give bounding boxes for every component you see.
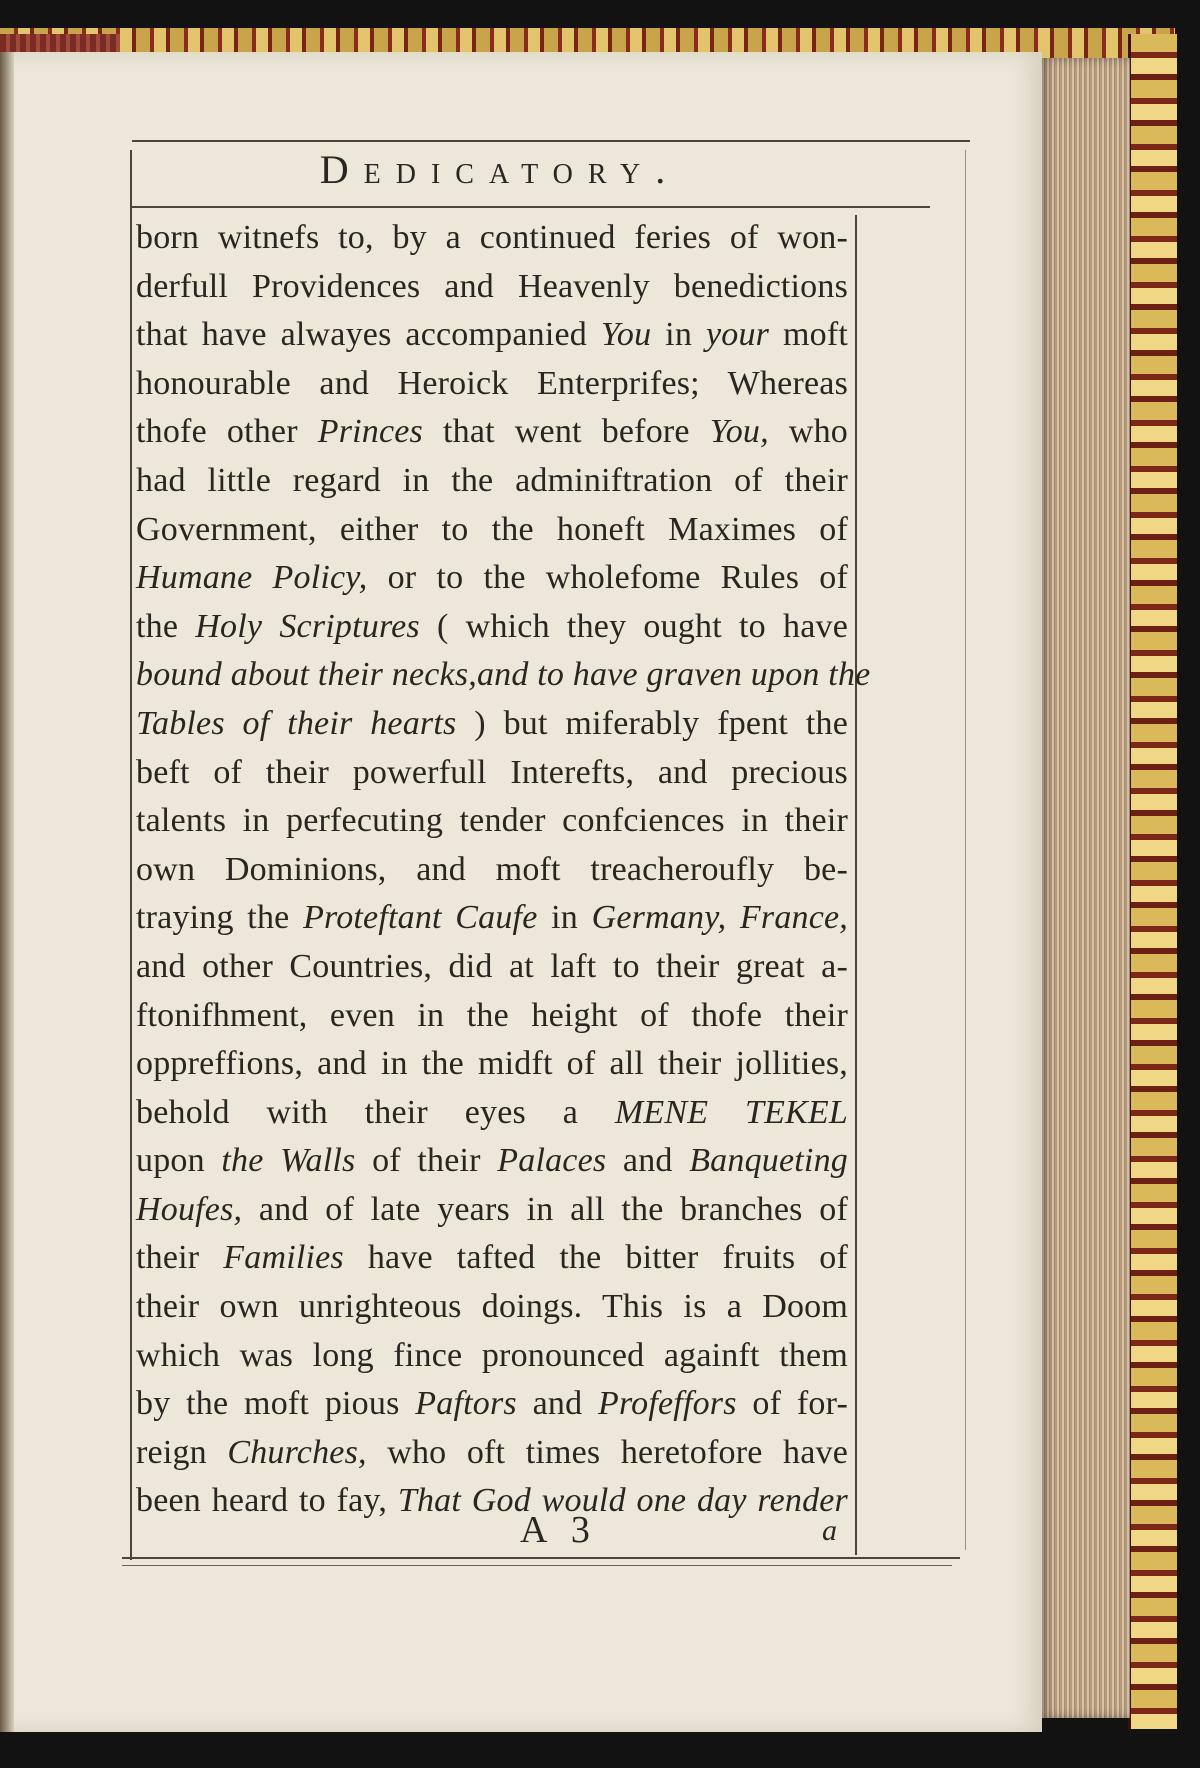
- catchword: a: [822, 1514, 837, 1547]
- text-line: [136, 1137, 848, 1186]
- roman-text: that have alwayes accompanied: [136, 316, 601, 354]
- roman-text: have tafted the bitter fruits of: [343, 1239, 848, 1277]
- roman-text: or to the wholefome Rules of: [367, 559, 849, 597]
- italic-text: That God would one day render: [397, 1482, 848, 1520]
- italic-text: Churches,: [227, 1433, 367, 1471]
- text-line: [136, 797, 848, 846]
- roman-text: ( which they ought to have: [419, 607, 848, 645]
- frame-rule-right: [855, 215, 857, 1555]
- frame-rule-right-outer: [965, 150, 966, 1550]
- italic-text: your: [705, 316, 770, 354]
- roman-text: by the moft pious: [136, 1385, 416, 1423]
- page-left-edge: [0, 52, 14, 1732]
- roman-text: and of late years in all the branches of: [242, 1190, 848, 1228]
- roman-text: own Dominions, and moft treacheroufly be-: [136, 850, 848, 888]
- frame-rule-bottom-inner: [122, 1565, 952, 1566]
- roman-text: born witnefs to, by a continued feries of won-: [136, 219, 848, 256]
- roman-text: the: [136, 607, 196, 645]
- text-line: [136, 1429, 848, 1478]
- roman-text: in: [537, 899, 592, 937]
- page-edges: [1040, 58, 1130, 1718]
- roman-text: upon: [136, 1142, 222, 1180]
- italic-text: Palaces: [497, 1142, 607, 1180]
- roman-text: of their: [355, 1142, 498, 1180]
- roman-text: honourable and Heroick Enterprifes; Whereas: [136, 364, 848, 402]
- roman-text: their own unrighteous doings. This is a Doom: [136, 1288, 848, 1326]
- italic-text: You,: [709, 413, 769, 451]
- roman-text: moft: [769, 316, 849, 354]
- roman-text: that went before: [423, 413, 710, 451]
- text-line: [136, 554, 848, 603]
- roman-text: who: [768, 413, 848, 451]
- text-line: [136, 1040, 848, 1089]
- roman-text: who oft times heretofore have: [366, 1433, 848, 1471]
- text-line: [136, 894, 848, 943]
- text-line: [136, 1234, 848, 1283]
- running-head: Dedicatory.: [319, 147, 681, 192]
- roman-text: and other Countries, did at laft to their great a-: [136, 947, 848, 985]
- roman-text: of for-: [736, 1385, 849, 1423]
- roman-text: beft of their powerfull Interefts, and precious: [136, 753, 848, 791]
- text-line: [136, 603, 848, 652]
- binding-right-border: [1128, 34, 1177, 1729]
- text-line: [136, 1477, 848, 1526]
- text-line: [136, 700, 848, 749]
- text-line: [136, 457, 848, 506]
- text-line: [136, 360, 848, 409]
- text-line: [136, 1186, 848, 1235]
- italic-text: Princes: [317, 413, 423, 451]
- italic-text: Tables of their hearts: [136, 704, 457, 742]
- frame-rule-under-head: [132, 206, 930, 208]
- italic-text: Humane Policy,: [136, 559, 368, 597]
- italic-text: Germany, France,: [591, 899, 848, 937]
- italic-text: Houfes,: [136, 1190, 243, 1228]
- italic-text: Families: [223, 1239, 344, 1277]
- roman-text: and: [606, 1142, 690, 1180]
- text-line: [136, 1332, 848, 1381]
- roman-text: been heard to fay,: [136, 1482, 398, 1520]
- text-line: [136, 408, 848, 457]
- italic-text: Proteftant Caufe: [303, 899, 538, 937]
- body-text: [136, 214, 871, 1526]
- text-line: [136, 506, 848, 555]
- text-line: [136, 263, 848, 312]
- signature-mark: A 3: [520, 1509, 598, 1551]
- roman-text: oppreffions, and in the midft of all their jollities,: [136, 1045, 848, 1083]
- text-line: [136, 311, 848, 360]
- frame-rule-bottom: [122, 1557, 960, 1559]
- roman-text: thofe other: [136, 413, 318, 451]
- italic-text: Profeffors: [598, 1385, 737, 1423]
- italic-text: Holy Scriptures: [195, 607, 420, 645]
- roman-text: traying the: [136, 899, 304, 937]
- text-line: [136, 749, 848, 798]
- roman-text: their: [136, 1239, 224, 1277]
- text-line: [136, 992, 848, 1041]
- roman-text: behold with their eyes a: [136, 1093, 615, 1131]
- italic-text: MENE TEKEL: [614, 1093, 849, 1131]
- roman-text: ftonifhment, even in the height of thofe their: [136, 996, 848, 1034]
- text-line: [136, 1283, 848, 1332]
- text-line: [136, 1380, 848, 1429]
- frame-rule-top: [132, 140, 970, 142]
- roman-text: which was long fince pronounced againft them: [136, 1336, 848, 1374]
- text-line: [136, 943, 848, 992]
- roman-text: derfull Providences and Heavenly benedictions: [136, 267, 848, 305]
- roman-text: Government, either to the honeft Maximes of: [136, 510, 848, 548]
- roman-text: in: [651, 316, 706, 354]
- roman-text: reign: [136, 1433, 228, 1471]
- italic-text: Paftors: [415, 1385, 517, 1423]
- text-line: [136, 214, 848, 263]
- italic-text: You: [600, 316, 652, 354]
- frame-rule-left: [130, 150, 132, 1560]
- text-line: [136, 846, 848, 895]
- italic-text: the Walls: [221, 1142, 356, 1180]
- italic-text: Banqueting: [689, 1142, 848, 1180]
- roman-text: had little regard in the adminiftration of their: [136, 461, 848, 499]
- roman-text: and: [516, 1385, 599, 1423]
- roman-text: talents in perfecuting tender confciences in their: [136, 802, 848, 840]
- italic-text: bound about their necks,and to have graven upon the: [136, 656, 871, 694]
- text-line: [136, 651, 871, 700]
- roman-text: ) but miferably fpent the: [456, 704, 848, 742]
- text-line: [136, 1089, 848, 1138]
